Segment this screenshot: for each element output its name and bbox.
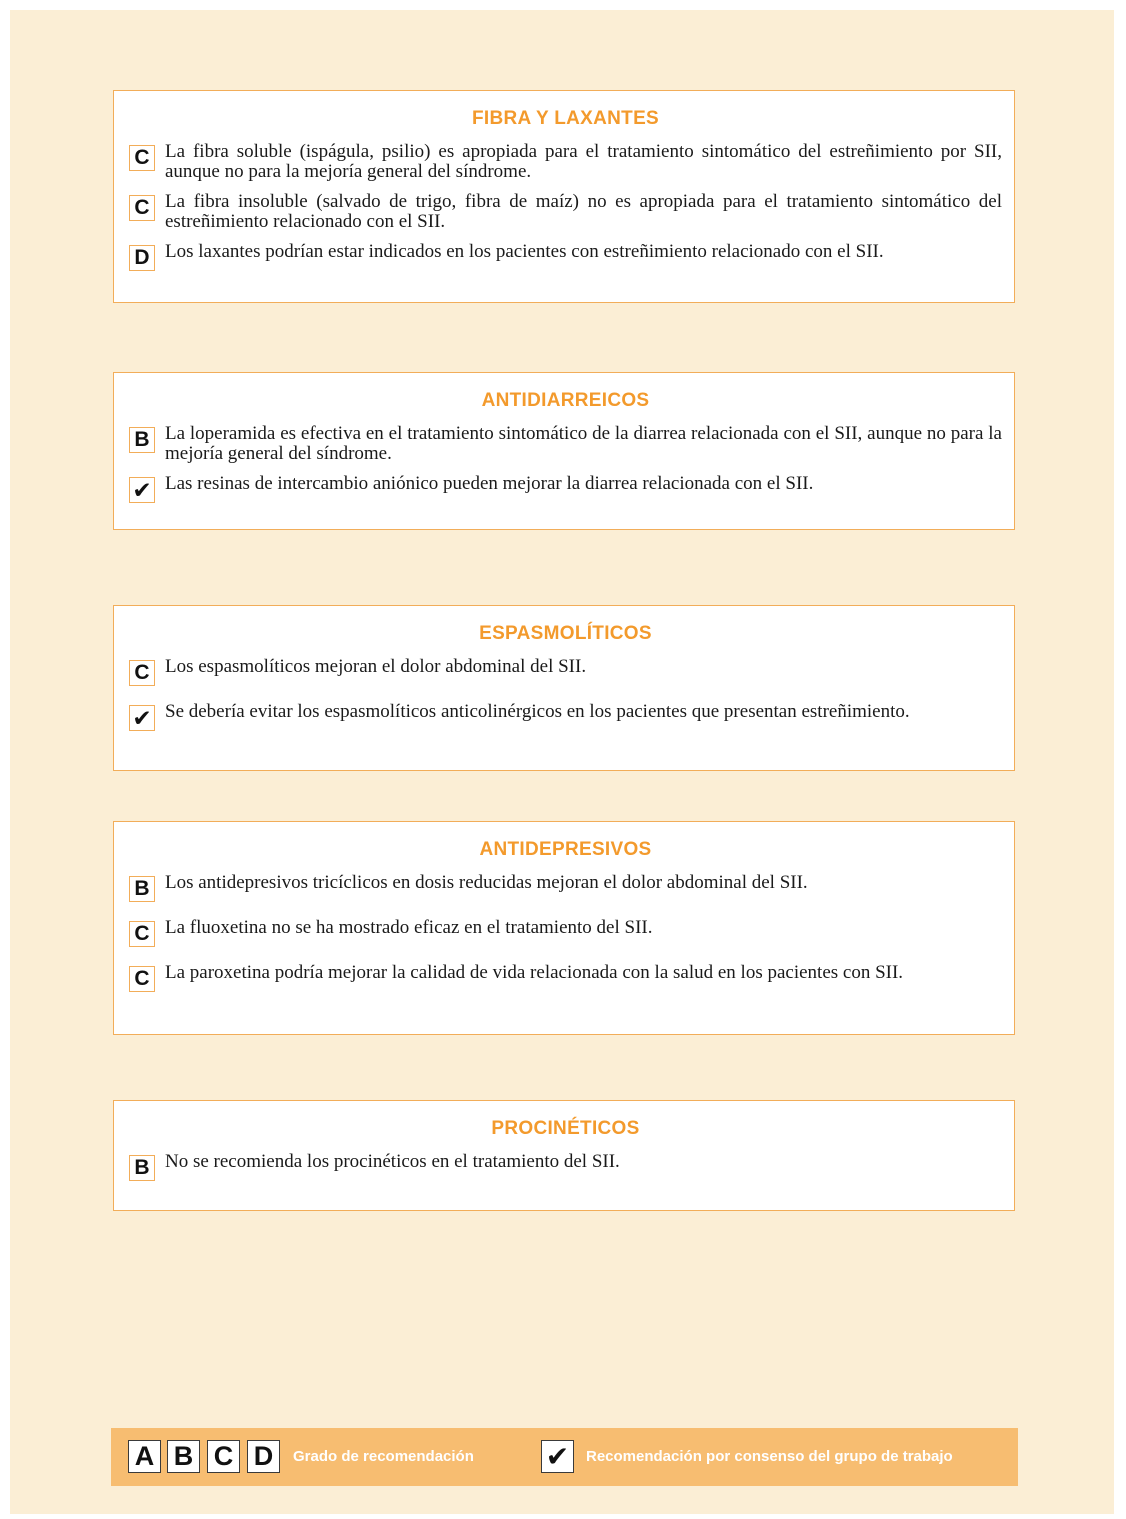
recommendation-text: Se debería evitar los espasmolíticos anticolinérgicos en los pacientes que presentan estreñimiento. — [165, 701, 910, 722]
recommendation — [129, 240, 1002, 271]
section-title: ESPASMOLÍTICOS — [479, 623, 652, 644]
section-fibra-laxantes — [113, 90, 1015, 303]
recommendation-text: No se recomienda los procinéticos en el tratamiento del SII. — [165, 1151, 620, 1172]
recommendation — [129, 422, 1002, 464]
grade-badge: C — [129, 145, 155, 171]
recommendation — [129, 871, 1002, 902]
grade-badge: B — [129, 876, 155, 902]
legend-grade-c: C — [207, 1440, 240, 1473]
page-background — [10, 10, 1114, 1514]
grade-badge: C — [129, 966, 155, 992]
consensus-check-icon: ✔ — [129, 477, 155, 503]
recommendation-text: Las resinas de intercambio aniónico pueden mejorar la diarrea relacionada con el SII. — [165, 473, 814, 494]
section-title: ANTIDIARREICOS — [481, 390, 650, 411]
section-title: FIBRA Y LAXANTES — [471, 108, 660, 129]
legend-check-icon: ✔ — [541, 1440, 574, 1473]
consensus-check-icon: ✔ — [129, 705, 155, 731]
legend-grades-label: Grado de recomendación — [293, 1448, 474, 1465]
legend-bar — [111, 1428, 1018, 1486]
recommendation-text: La loperamida es efectiva en el tratamiento sintomático de la diarrea relacionada con el SII, aunque no para la mejoría general del síndrome. — [165, 423, 1002, 464]
section-title: ANTIDEPRESIVOS — [479, 839, 652, 860]
recommendation-text: La fibra insoluble (salvado de trigo, fibra de maíz) no es apropiada para el tratamiento sintomático del estreñimiento relacionado con el SII. — [165, 191, 1002, 232]
recommendation-text: Los espasmolíticos mejoran el dolor abdominal del SII. — [165, 656, 587, 677]
recommendation-text: La fibra soluble (ispágula, psilio) es apropiada para el tratamiento sintomático del estreñimiento por SII, aunque no para la mejoría general del síndrome. — [165, 141, 1002, 182]
section-procineticos — [113, 1100, 1015, 1211]
legend-grade-d: D — [247, 1440, 280, 1473]
grade-badge: D — [129, 245, 155, 271]
grade-badge: B — [129, 427, 155, 453]
recommendation — [129, 916, 1002, 947]
grade-badge: C — [129, 660, 155, 686]
legend-consensus-label: Recomendación por consenso del grupo de trabajo — [586, 1448, 953, 1465]
recommendation — [129, 700, 1002, 731]
recommendation — [129, 140, 1002, 182]
grade-badge: C — [129, 921, 155, 947]
section-antidiarreicos — [113, 372, 1015, 530]
recommendation — [129, 961, 1002, 992]
recommendation-text: La paroxetina podría mejorar la calidad de vida relacionada con la salud en los pacientes con SII. — [165, 962, 904, 983]
recommendation-text: Los antidepresivos tricíclicos en dosis reducidas mejoran el dolor abdominal del SII. — [165, 872, 808, 893]
legend-grade-b: B — [167, 1440, 200, 1473]
legend-grade-a: A — [128, 1440, 161, 1473]
section-espasmoliticos — [113, 605, 1015, 771]
grade-badge: C — [129, 195, 155, 221]
section-antidepresivos — [113, 821, 1015, 1035]
recommendation-text: La fluoxetina no se ha mostrado eficaz en el tratamiento del SII. — [165, 917, 653, 938]
recommendation — [129, 1150, 1002, 1181]
recommendation — [129, 190, 1002, 232]
recommendation — [129, 472, 1002, 503]
recommendation — [129, 655, 1002, 686]
grade-badge: B — [129, 1155, 155, 1181]
section-title: PROCINÉTICOS — [491, 1118, 640, 1139]
recommendation-text: Los laxantes podrían estar indicados en los pacientes con estreñimiento relacionado con el SII. — [165, 241, 884, 262]
